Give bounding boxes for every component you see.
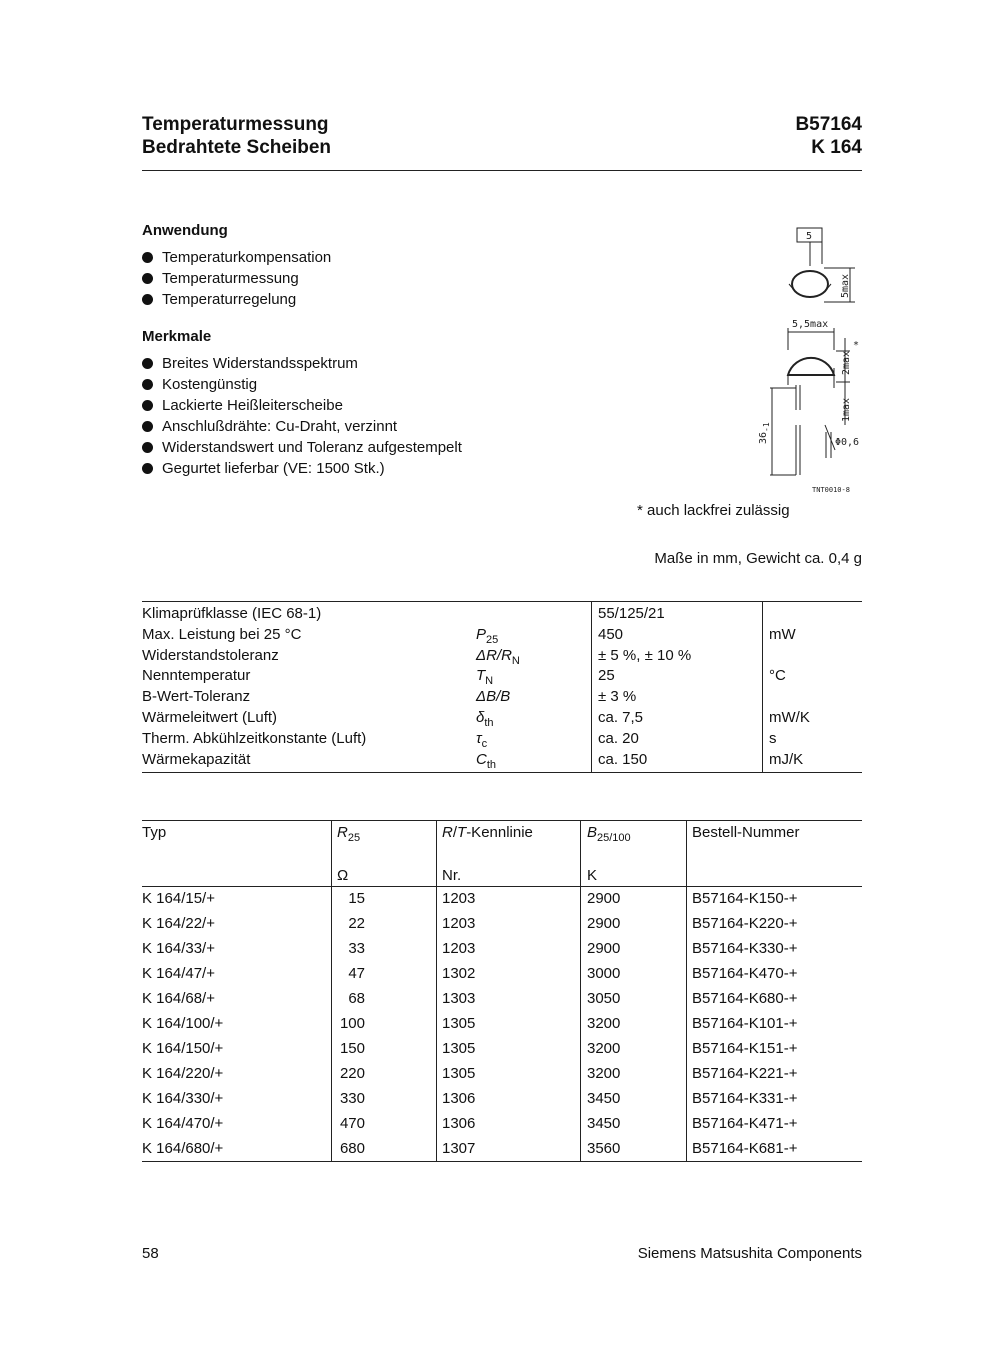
cell-b: 3450 <box>587 1090 621 1107</box>
cell-order: B57164-K470-+ <box>692 965 798 982</box>
spec-symbol: $\delta_{th}$ <box>476 709 494 729</box>
cell-b: 3000 <box>587 965 621 982</box>
spec-symbol: $\tau_c$ <box>476 729 488 750</box>
header-r25-unit: Ω <box>337 867 349 884</box>
header-b-unit: K <box>587 867 598 884</box>
cell-typ: K 164/150/+ <box>142 1040 224 1057</box>
list-item: Kostengünstig <box>142 374 462 395</box>
spec-value: ca. 150 <box>598 750 648 768</box>
list-item: Breites Widerstandsspektrum <box>142 353 462 374</box>
cell-b: 2900 <box>587 890 621 907</box>
cell-r25: 100 <box>339 1015 365 1032</box>
cell-b: 3200 <box>587 1040 621 1057</box>
cell-typ: K 164/680/+ <box>142 1140 224 1157</box>
spec-value: ca. 20 <box>598 729 639 747</box>
spec-unit: mJ/K <box>769 750 804 768</box>
list-item: Temperaturkompensation <box>142 247 331 268</box>
cell-b: 2900 <box>587 940 621 957</box>
list-item: Gegurtet lieferbar (VE: 1500 Stk.) <box>142 458 462 479</box>
cell-order: B57164-K331-+ <box>692 1090 798 1107</box>
title-line-1: Temperaturmessung <box>142 114 329 135</box>
specs-col-divider <box>591 601 592 773</box>
cell-rt: 1203 <box>442 940 476 957</box>
dim-star-label: * <box>853 340 860 351</box>
list-item: Temperaturregelung <box>142 289 331 310</box>
types-header-rule <box>142 886 862 887</box>
bullet-icon <box>142 252 153 263</box>
spec-symbol: $T_N$ <box>476 667 494 688</box>
spec-label: Klimaprüfklasse (IEC 68-1) <box>142 605 322 622</box>
title-line-2: Bedrahtete Scheiben <box>142 137 331 158</box>
spec-value: 25 <box>598 667 615 685</box>
page-number: 58 <box>142 1245 159 1262</box>
header-typ: Typ <box>142 824 167 841</box>
code-line-2: K 164 <box>811 137 862 158</box>
dim-5-5max-label: 5,5max <box>792 319 829 330</box>
cell-rt: 1303 <box>442 990 476 1007</box>
cell-order: B57164-K101-+ <box>692 1015 798 1032</box>
spec-unit: °C <box>769 667 786 685</box>
dim-2max-label: 2max <box>841 350 852 375</box>
cell-r25: 470 <box>339 1115 365 1132</box>
dim-36-label: $36_{-1}$ <box>758 422 771 444</box>
bullet-icon <box>142 358 153 369</box>
merkmale-heading: Merkmale <box>142 328 212 345</box>
cell-rt: 1306 <box>442 1115 476 1132</box>
part-code <box>795 113 862 159</box>
header-order: Bestell-Nummer <box>692 824 800 841</box>
cell-typ: K 164/47/+ <box>142 965 215 982</box>
list-item: Anschlußdrähte: Cu-Draht, verzinnt <box>142 416 462 437</box>
cell-rt: 1306 <box>442 1090 476 1107</box>
cell-b: 3450 <box>587 1115 621 1132</box>
cell-r25: 680 <box>339 1140 365 1157</box>
header-rt: R/T-Kennlinie <box>442 824 533 841</box>
types-top-rule <box>142 820 862 821</box>
dim-5-label: 5 <box>806 231 813 242</box>
spec-label: Wärmeleitwert (Luft) <box>142 709 278 726</box>
cell-order: B57164-K151-+ <box>692 1040 798 1057</box>
cell-order: B57164-K681-+ <box>692 1140 798 1157</box>
spec-label: Nenntemperatur <box>142 667 251 685</box>
bullet-icon <box>142 379 153 390</box>
cell-rt: 1302 <box>442 965 476 982</box>
dim-5max-label: 5max <box>840 273 851 298</box>
spec-label: Max. Leistung bei 25 °C <box>142 625 302 643</box>
spec-label: B-Wert-Toleranz <box>142 688 251 706</box>
cell-r25: 33 <box>348 940 365 957</box>
cell-typ: K 164/33/+ <box>142 940 215 957</box>
cell-r25: 220 <box>339 1065 365 1082</box>
cell-order: B57164-K471-+ <box>692 1115 798 1132</box>
cell-rt: 1305 <box>442 1015 476 1032</box>
dim-1max-label: 1max <box>841 397 852 422</box>
specs-col-divider <box>762 601 763 773</box>
cell-b: 3200 <box>587 1015 621 1032</box>
cell-typ: K 164/330/+ <box>142 1090 224 1107</box>
list-item: Temperaturmessung <box>142 268 331 289</box>
cell-typ: K 164/15/+ <box>142 890 215 907</box>
dimension-drawing <box>740 220 870 500</box>
bullet-icon <box>142 463 153 474</box>
types-col-divider <box>331 820 332 1162</box>
types-col-divider <box>580 820 581 1162</box>
spec-value: ± 3 % <box>598 688 637 706</box>
spec-symbol: ΔB/B <box>476 688 511 706</box>
header-rule <box>142 170 862 171</box>
cell-order: B57164-K680-+ <box>692 990 798 1007</box>
cell-b: 2900 <box>587 915 621 932</box>
cell-r25: 330 <box>339 1090 365 1107</box>
cell-typ: K 164/220/+ <box>142 1065 224 1082</box>
cell-typ: K 164/22/+ <box>142 915 215 932</box>
bullet-icon <box>142 273 153 284</box>
spec-unit: mW/K <box>769 709 810 726</box>
side-view <box>770 328 850 475</box>
cell-r25: 15 <box>348 890 365 907</box>
cell-r25: 22 <box>348 915 365 932</box>
spec-value: 450 <box>598 625 624 643</box>
types-col-divider <box>436 820 437 1162</box>
cell-b: 3050 <box>587 990 621 1007</box>
merkmale-list <box>142 353 462 479</box>
spec-symbol: $C_{th}$ <box>476 750 497 771</box>
spec-label: Wärmekapazität <box>142 750 251 768</box>
spec-label: Therm. Abkühlzeitkonstante (Luft) <box>142 729 367 747</box>
bullet-icon <box>142 400 153 411</box>
cell-b: 3560 <box>587 1140 621 1157</box>
cell-rt: 1305 <box>442 1065 476 1082</box>
cell-rt: 1305 <box>442 1040 476 1057</box>
cell-typ: K 164/68/+ <box>142 990 215 1007</box>
cell-typ: K 164/100/+ <box>142 1015 224 1032</box>
cell-rt: 1203 <box>442 890 476 907</box>
cell-r25: 150 <box>339 1040 365 1057</box>
anwendung-heading: Anwendung <box>142 222 228 239</box>
cell-order: B57164-K330-+ <box>692 940 798 957</box>
spec-label: Widerstandstoleranz <box>142 646 279 664</box>
bullet-icon <box>142 421 153 432</box>
page-title <box>142 113 331 159</box>
cell-order: B57164-K221-+ <box>692 1065 798 1082</box>
lackfrei-note: * auch lackfrei zulässig <box>637 502 790 519</box>
types-bottom-rule <box>142 1161 862 1162</box>
spec-symbol: $\Delta R/R_N$ <box>476 646 520 667</box>
cell-typ: K 164/470/+ <box>142 1115 224 1132</box>
spec-value: 55/125/21 <box>598 605 665 622</box>
spec-unit: s <box>769 729 777 747</box>
spec-value: ca. 7,5 <box>598 709 644 726</box>
cell-rt: 1203 <box>442 915 476 932</box>
code-line-1: B57164 <box>795 114 862 135</box>
types-col-divider <box>686 820 687 1162</box>
cell-order: B57164-K150-+ <box>692 890 798 907</box>
bullet-icon <box>142 442 153 453</box>
company-name: Siemens Matsushita Components <box>637 1245 862 1262</box>
list-item: Widerstandswert und Toleranz aufgestempelt <box>142 437 462 458</box>
spec-unit: mW <box>769 625 796 643</box>
bullet-icon <box>142 294 153 305</box>
header-b: $B_{25/100}$ <box>587 824 631 844</box>
header-rt-unit: Nr. <box>442 867 462 884</box>
figure-code: TNT0010-8 <box>812 486 850 494</box>
anwendung-list <box>142 247 331 310</box>
specs-top-rule <box>142 601 862 602</box>
cell-rt: 1307 <box>442 1140 476 1157</box>
cell-order: B57164-K220-+ <box>692 915 798 932</box>
spec-value: ± 5 %, ± 10 % <box>598 646 692 664</box>
dimensions-note: Maße in mm, Gewicht ca. 0,4 g <box>654 550 862 567</box>
cell-r25: 68 <box>348 990 365 1007</box>
list-item: Lackierte Heißleiterscheibe <box>142 395 462 416</box>
cell-b: 3200 <box>587 1065 621 1082</box>
specs-bottom-rule <box>142 772 862 773</box>
header-r25: $R_{25}$ <box>337 824 361 844</box>
spec-symbol: $P_{25}$ <box>476 625 499 646</box>
dim-phi-label: Φ0,6 <box>835 437 860 448</box>
cell-r25: 47 <box>348 965 365 982</box>
